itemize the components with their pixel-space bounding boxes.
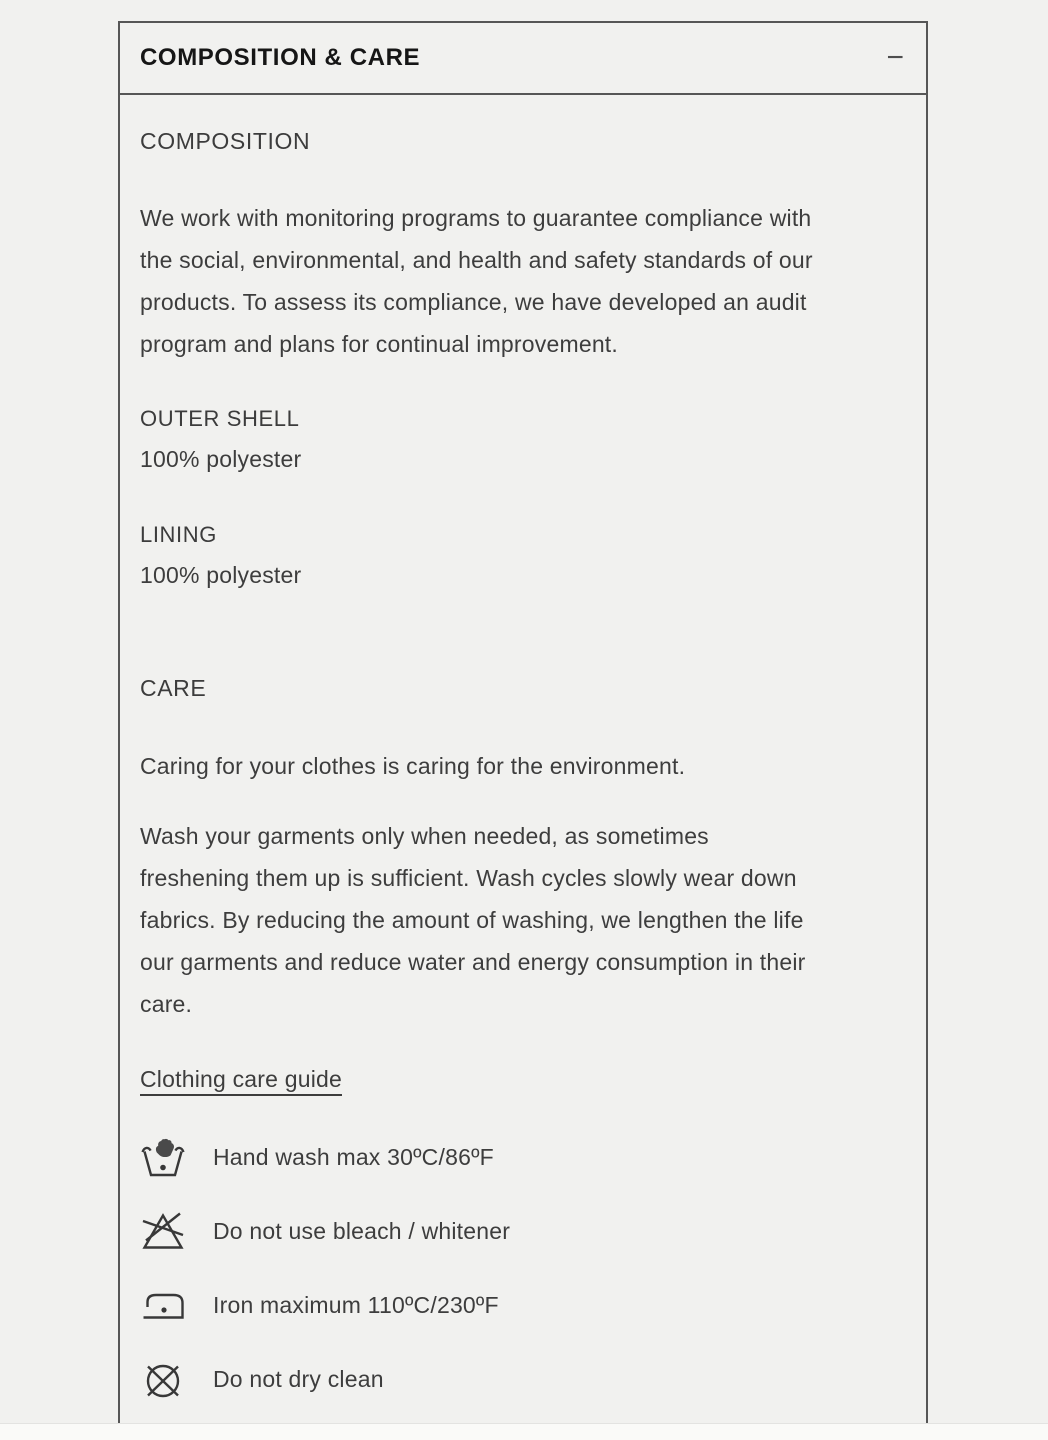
paragraph-line: We work with monitoring programs to guarantee compliance with xyxy=(140,205,812,231)
care-instruction-row xyxy=(140,1120,906,1194)
paragraph-line: program and plans for continual improvement. xyxy=(140,331,618,357)
care-instruction-row xyxy=(140,1268,906,1342)
hand-wash-icon xyxy=(140,1135,186,1179)
panel-title: COMPOSITION & CARE xyxy=(140,44,421,71)
care-instruction-row xyxy=(140,1342,906,1416)
care-instruction-label: Do not use bleach / whitener xyxy=(213,1217,511,1244)
care-heading: CARE xyxy=(140,675,207,701)
care-intro-paragraph xyxy=(140,745,906,787)
paragraph-line: Caring for your clothes is caring for the environment. xyxy=(140,753,686,779)
care-instruction-row xyxy=(140,1194,906,1268)
collapse-minus-icon[interactable]: − xyxy=(886,41,904,74)
care-instruction-label: Do not dry clean xyxy=(213,1365,384,1392)
paragraph-line: Wash your garments only when needed, as sometimes xyxy=(140,823,709,849)
material-part-label: OUTER SHELL xyxy=(140,406,300,431)
paragraph-line: fabrics. By reducing the amount of washing, we lengthen the life xyxy=(140,907,804,933)
care-instruction-label: Iron maximum 110ºC/230ºF xyxy=(213,1291,499,1318)
care-body-paragraph xyxy=(140,815,906,1025)
paragraph-line: our garments and reduce water and energy consumption in their xyxy=(140,949,806,975)
paragraph-line: products. To assess its compliance, we have developed an audit xyxy=(140,289,807,315)
care-instruction-label: Hand wash max 30ºC/86ºF xyxy=(213,1143,494,1170)
paragraph-line: care. xyxy=(140,991,193,1017)
panel-body xyxy=(120,127,926,1416)
paragraph-line: the social, environmental, and health and safety standards of our xyxy=(140,247,813,273)
composition-care-panel xyxy=(118,21,928,1424)
material-outer-shell xyxy=(140,405,906,473)
care-instructions-list xyxy=(140,1120,906,1416)
paragraph-line: freshening them up is sufficient. Wash cycles slowly wear down xyxy=(140,865,797,891)
composition-heading: COMPOSITION xyxy=(140,128,311,154)
material-fabric-value: 100% polyester xyxy=(140,446,302,472)
material-part-label: LINING xyxy=(140,522,217,547)
iron-max-110-icon xyxy=(140,1283,186,1327)
clothing-care-guide-link[interactable]: Clothing care guide xyxy=(140,1066,342,1092)
material-lining xyxy=(140,521,906,589)
composition-intro-paragraph xyxy=(140,197,906,365)
panel-header[interactable] xyxy=(120,23,926,95)
material-fabric-value: 100% polyester xyxy=(140,562,302,588)
do-not-bleach-icon xyxy=(140,1209,186,1253)
do-not-dry-clean-icon xyxy=(140,1357,186,1401)
bottom-strip xyxy=(0,1424,1048,1440)
